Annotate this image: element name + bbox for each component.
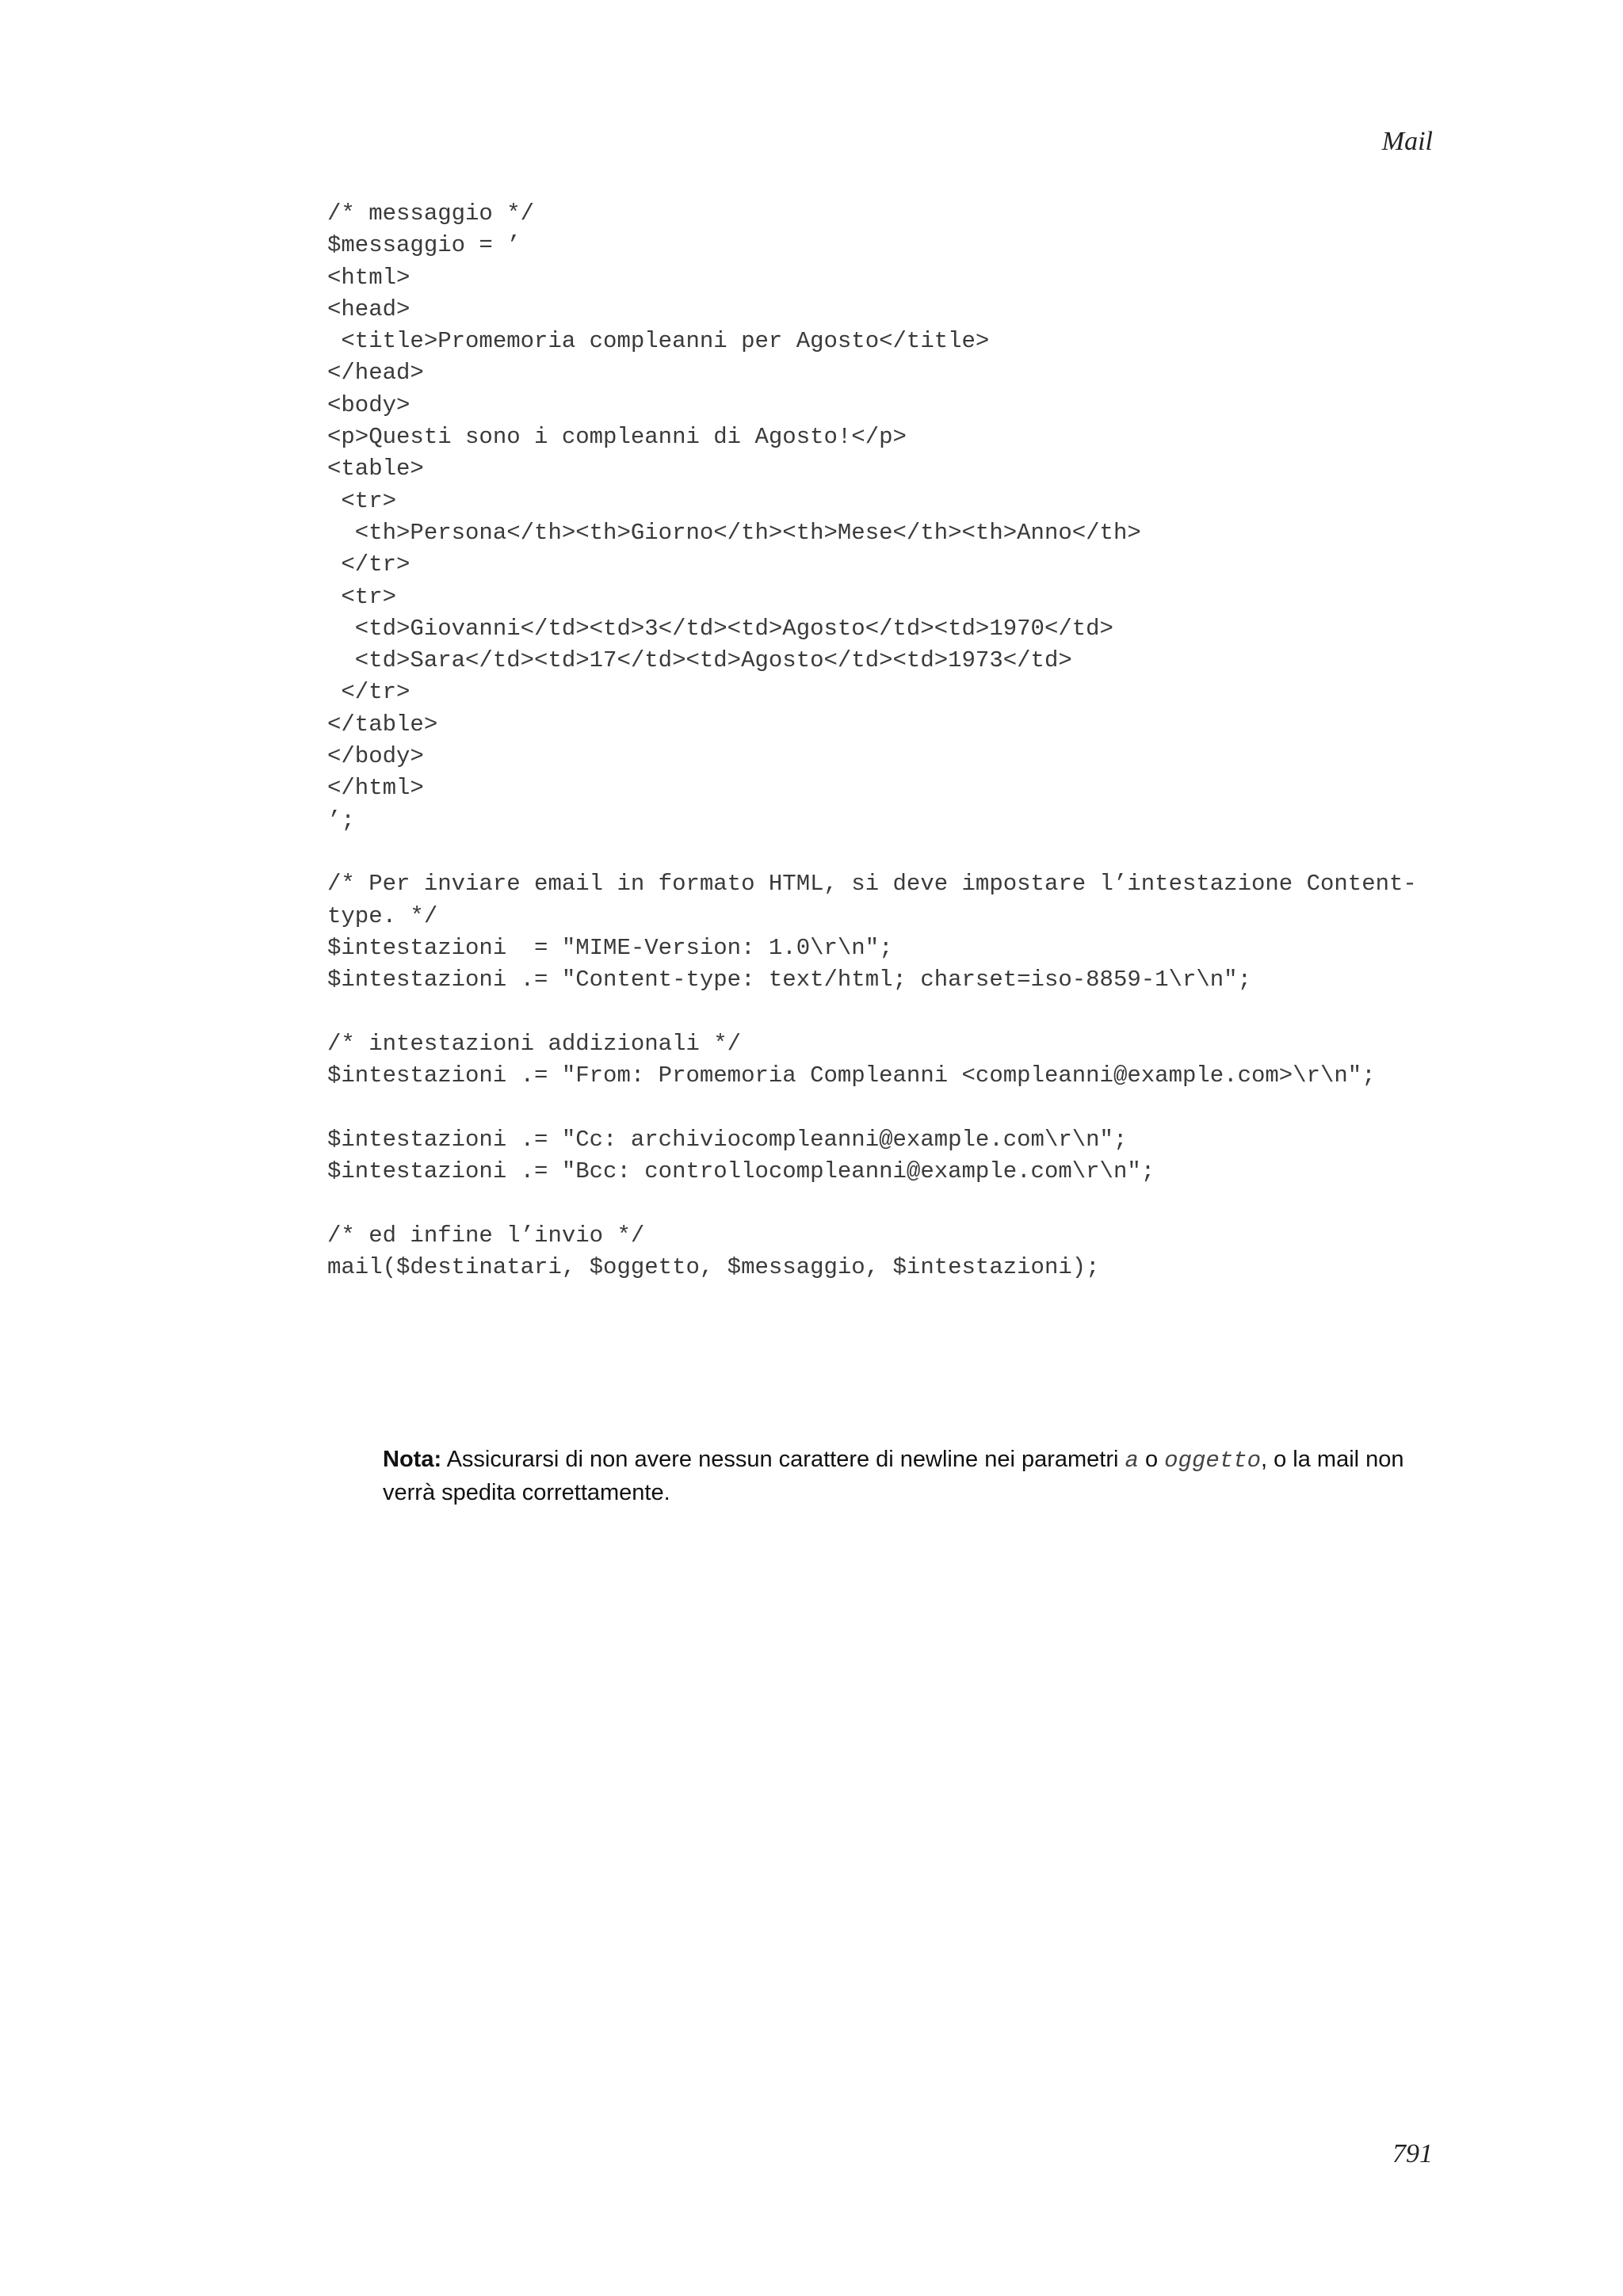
code-line: ’; [327, 807, 355, 833]
code-line: <tr> [327, 583, 397, 610]
note-label: Nota: [383, 1447, 442, 1472]
note-text-middle: o [1138, 1447, 1165, 1472]
page-number: 791 [1392, 2139, 1433, 2168]
code-line: $intestazioni .= "Content-type: text/html; charset=iso-8859-1\r\n"; [327, 967, 1251, 994]
code-line: <body> [327, 391, 411, 418]
code-line: $intestazioni .= "Cc: archiviocompleanni@example.com\r\n"; [327, 1126, 1128, 1153]
code-line: <td>Giovanni</td><td>3</td><td>Agosto</td><td>1970</td> [327, 615, 1113, 642]
note-text-before: Assicurarsi di non avere nessun carattere di newline nei parametri [441, 1447, 1125, 1472]
code-line: $messaggio = ’ [327, 232, 521, 259]
code-line [327, 837, 1516, 868]
code-line: </body> [327, 743, 424, 770]
param-oggetto: oggetto [1164, 1447, 1261, 1474]
code-line: /* ed infine l’invio */ [327, 1222, 645, 1249]
code-line [327, 1188, 1516, 1219]
code-line: <td>Sara</td><td>17</td><td>Agosto</td><td>1973</td> [327, 647, 1072, 674]
code-line: $intestazioni .= "From: Promemoria Compleanni <compleanni@example.com>\r\n"; [327, 1062, 1376, 1089]
code-line: <head> [327, 296, 411, 322]
code-line: mail($destinatari, $oggetto, $messaggio, $intestazioni); [327, 1253, 1100, 1280]
code-line: </head> [327, 360, 424, 387]
code-line: </table> [327, 711, 438, 738]
code-line: type. */ [327, 902, 438, 929]
code-line: <title>Promemoria compleanni per Agosto</title> [327, 328, 990, 355]
code-line: <tr> [327, 487, 397, 514]
code-line: $intestazioni .= "Bcc: controllocompleanni@example.com\r\n"; [327, 1158, 1155, 1184]
code-line: <th>Persona</th><th>Giorno</th><th>Mese</th><th>Anno</th> [327, 519, 1141, 546]
code-line: <p>Questi sono i compleanni di Agosto!</p> [327, 424, 907, 451]
note-box [383, 1444, 1445, 1508]
note-text-after: , o la mail non verrà spedita correttamente. [383, 1447, 1404, 1505]
code-line: /* messaggio */ [327, 200, 535, 227]
code-line: /* intestazioni addizionali */ [327, 1030, 742, 1057]
code-line: </tr> [327, 679, 411, 706]
code-line: </html> [327, 775, 424, 802]
code-line: /* Per inviare email in formato HTML, si deve impostare l’intestazione Content- [327, 871, 1417, 898]
code-line [327, 1092, 1516, 1123]
code-listing [327, 198, 1516, 1283]
code-line: <html> [327, 264, 411, 291]
param-a: a [1125, 1447, 1139, 1474]
code-line: $intestazioni = "MIME-Version: 1.0\r\n"; [327, 934, 893, 961]
running-header: Mail [1381, 127, 1433, 156]
code-line [327, 996, 1516, 1028]
code-line: <table> [327, 456, 424, 482]
code-line: </tr> [327, 551, 411, 578]
